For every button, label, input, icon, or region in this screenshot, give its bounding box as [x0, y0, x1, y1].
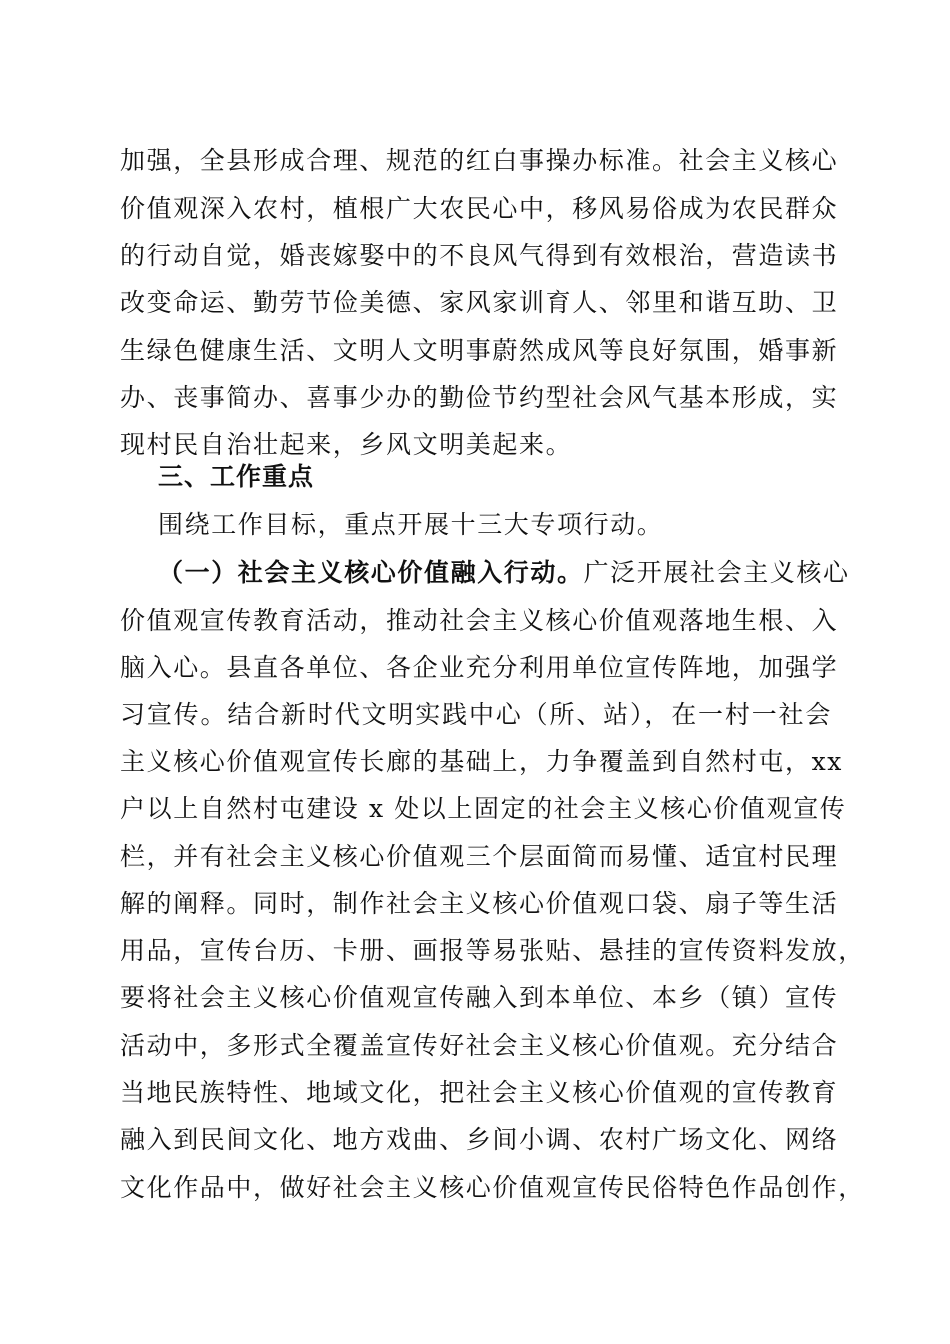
- section-heading: 三、工作重点: [158, 462, 315, 491]
- paragraph-line: 生绿色健康生活、文明人文明事蔚然成风等良好氛围，婚事新: [120, 336, 839, 365]
- paragraph-line: 融入到民间文化、地方戏曲、乡间小调、农村广场文化、网络: [120, 1125, 839, 1154]
- paragraph-line: 要将社会主义核心价值观宣传融入到本单位、本乡（镇）宣传: [120, 983, 839, 1012]
- intro-line: 围绕工作目标，重点开展十三大专项行动。: [158, 510, 664, 539]
- paragraph-line: 加强，全县形成合理、规范的红白事操办标准。社会主义核心: [120, 146, 839, 175]
- paragraph-line: 活动中，多形式全覆盖宣传好社会主义核心价值观。充分结合: [120, 1031, 839, 1060]
- paragraph-line: 的行动自觉，婚丧嫁娶中的不良风气得到有效根治，营造读书: [120, 241, 839, 270]
- paragraph-line: 栏，并有社会主义核心价值观三个层面简而易懂、适宜村民理: [120, 842, 839, 871]
- paragraph-line: 当地民族特性、地域文化，把社会主义核心价值观的宣传教育: [120, 1078, 839, 1107]
- paragraph-line: 主义核心价值观宣传长廊的基础上，力争覆盖到自然村屯，xx: [120, 747, 844, 776]
- paragraph-line: 文化作品中，做好社会主义核心价值观宣传民俗特色作品创作，: [120, 1173, 865, 1202]
- item-title: （一）社会主义核心价值融入行动。: [158, 558, 584, 587]
- paragraph-line: 户以上自然村屯建设 x 处以上固定的社会主义核心价值观宣传: [120, 794, 847, 823]
- paragraph-line: 现村民自治壮起来，乡风文明美起来。: [120, 430, 573, 459]
- paragraph-line: 用品，宣传台历、卡册、画报等易张贴、悬挂的宣传资料发放，: [120, 936, 865, 965]
- paragraph-line: 价值观宣传教育活动，推动社会主义核心价值观落地生根、入: [120, 606, 839, 635]
- paragraph-line: 价值观深入农村，植根广大农民心中，移风易俗成为农民群众: [120, 194, 839, 223]
- item-first-line: [158, 556, 850, 590]
- paragraph-line: 脑入心。县直各单位、各企业充分利用单位宣传阵地，加强学: [120, 653, 839, 682]
- paragraph-line: 改变命运、勤劳节俭美德、家风家训育人、邻里和谐互助、卫: [120, 288, 839, 317]
- paragraph-line: 习宣传。结合新时代文明实践中心（所、站），在一村一社会: [120, 700, 832, 729]
- item-first-line-text: 广泛开展社会主义核心: [583, 558, 850, 587]
- paragraph-line: 解的阐释。同时，制作社会主义核心价值观口袋、扇子等生活: [120, 889, 839, 918]
- paragraph-line: 办、丧事简办、喜事少办的勤俭节约型社会风气基本形成，实: [120, 383, 839, 412]
